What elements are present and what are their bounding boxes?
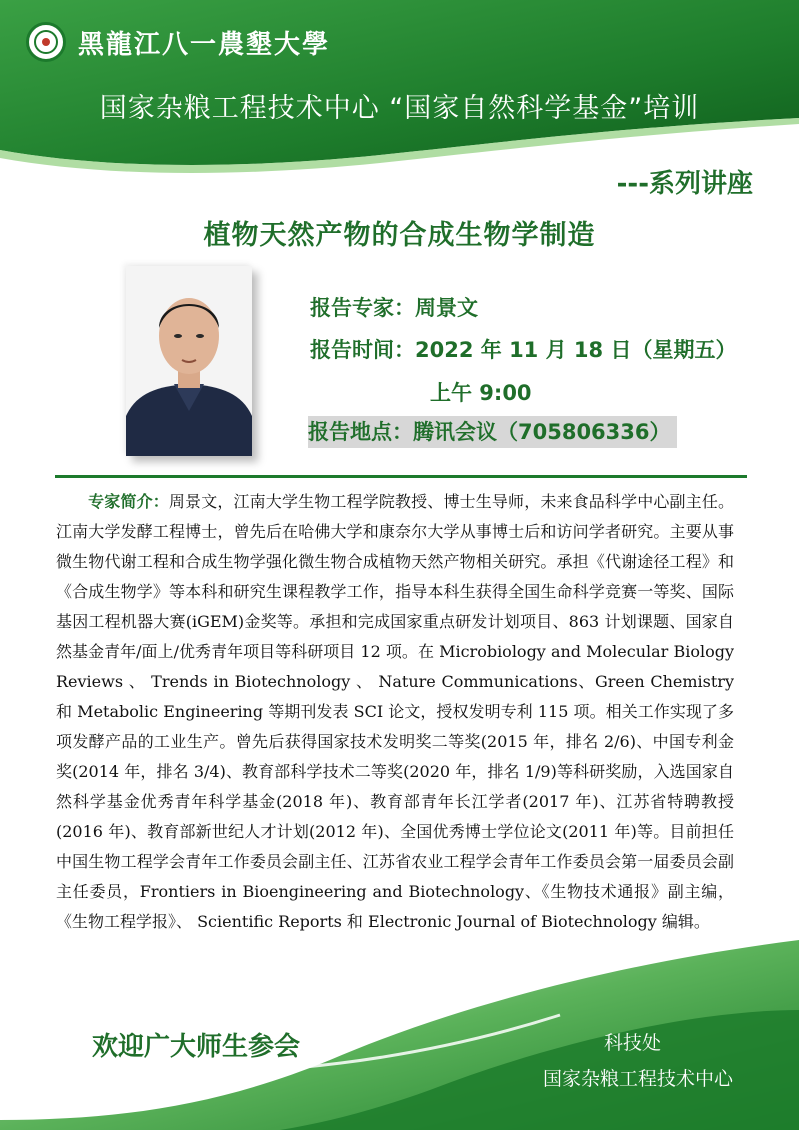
bio-label: 专家简介： [88,492,169,511]
speaker-photo [126,266,252,456]
bio-text: 周景文，江南大学生物工程学院教授、博士生导师，未来食品科学中心副主任。江南大学发酵工程博士，曾先后在哈佛大学和康奈尔大学从事博士后和访问学者研究。主要从事微生物代谢工程和合成生物学强化微生物合成植物天然产物相关研究。承担《代谢途径工程》和《合成生物学》等本科和研究生课程教学工作，指导本科生获得全国生命科学竞赛一等奖、国际基因工程机器大赛(iGEM)金奖等。承担和完成国家重点研发计划项目、863 计划课题、国家自然基金青年/面上/优秀青年项目等科研项目 12 项。在 Microbiology and Molecular Biology Reviews 、 Trends in Biotechnology 、 Nature Communications、Green Chemistry 和 Metabolic Engineering 等期刊发表 SCI 论文，授权发明专利 115 项。相关工作实现了多项发酵产品的工业生产。曾先后获得国家技术发明奖二等奖(2015 年，排名 2/6)、中国专利金奖(2014 年，排名 3/4)、教育部科学技术二等奖(2020 年，排名 1/9)等科研奖励，入选国家自然科学基金优秀青年科学基金(2018 年)、教育部青年长江学者(2017 年)、江苏省特聘教授(2016 年)、教育部新世纪人才计划(2012 年)、全国优秀博士学位论文(2011 年)等。目前担任中国生物工程学会青年工作委员会副主任、江苏省农业工程学会青年工作委员会第一届委员会副主任委员，Frontiers in Bioengineering and Biotechnology、《生物技术通报》副主编，《生物工程学报》、 Scientific Reports 和 Electronic Journal of Biotechnology 编辑。 [56,492,734,931]
time-info [310,334,736,364]
lecture-title: 植物天然产物的合成生物学制造 [203,220,596,251]
time-value: 2022 年 11 月 18 日（星期五） [415,338,737,362]
expert-value: 周景文 [415,296,478,320]
speaker-bio [56,487,734,937]
divider [55,475,747,478]
welcome-text: 欢迎广大师生参会 [92,1032,301,1062]
expert-label: 报告专家： [310,296,415,320]
expert-info [310,292,478,322]
university-name: 黑龍江八一農墾大學 [78,29,331,60]
series-label: ---系列讲座 [616,169,753,199]
organizer-1: 科技处 [603,1032,661,1054]
university-emblem-icon [26,22,66,62]
time-value-2: 上午 9:00 [430,381,532,405]
time-label: 报告时间： [310,338,415,362]
place-value: 腾讯会议（705806336） [413,420,671,444]
place-label: 报告地点： [308,420,413,444]
organizer-2: 国家杂粮工程技术中心 [542,1068,733,1090]
header-title: 国家杂粮工程技术中心 “国家自然科学基金”培训 [99,93,700,124]
place-info [308,416,677,448]
university-logo [26,22,330,62]
